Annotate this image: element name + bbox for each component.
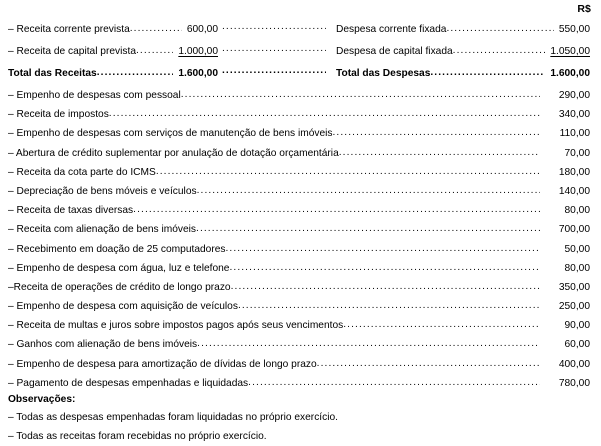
- list-item-amount: 780,00: [558, 377, 590, 389]
- dot-leader: [225, 244, 540, 254]
- summary-revenue-amount: 1.600,00: [178, 68, 218, 79]
- budget-summary-table: [0, 24, 601, 90]
- list-item: [0, 186, 601, 205]
- dot-leader: [196, 224, 540, 234]
- dot-leader: [317, 359, 540, 369]
- list-item: [0, 320, 601, 339]
- summary-expense-cell: [330, 24, 601, 35]
- list-item-label: – Receita de impostos: [8, 109, 109, 121]
- summary-revenue-label: Total das Receitas: [8, 68, 97, 79]
- summary-row: [0, 24, 601, 46]
- list-item: [0, 339, 601, 358]
- list-item-label: – Ganhos com alienação de bens imóveis: [8, 339, 198, 351]
- summary-expense-label: Total das Despesas: [336, 68, 431, 79]
- observations-title: Observações:: [8, 394, 76, 405]
- summary-expense-label: Despesa corrente fixada: [336, 24, 447, 35]
- list-item-label: – Empenho de despesas com pessoal: [8, 90, 181, 101]
- dot-leader: [229, 263, 540, 273]
- list-item: [0, 109, 601, 128]
- dot-leader: [197, 339, 540, 349]
- list-item: [0, 359, 601, 378]
- list-item: [0, 244, 601, 263]
- dot-leader: [130, 24, 182, 34]
- list-item-label: – Receita de multas e juros sobre impostos pagos após seus vencimentos: [8, 320, 344, 332]
- summary-revenue-cell: [0, 24, 218, 35]
- list-item-amount: 400,00: [558, 358, 590, 370]
- list-item: [0, 301, 601, 320]
- column-separator: [218, 25, 330, 35]
- list-item: [0, 148, 601, 167]
- dot-leader: [222, 69, 326, 76]
- list-item-amount: 80,00: [564, 205, 590, 217]
- list-item-amount: 70,00: [564, 147, 590, 159]
- summary-expense-cell: [330, 68, 601, 79]
- list-item: [0, 205, 601, 224]
- summary-expense-cell: [330, 46, 601, 57]
- list-item-amount: 60,00: [564, 339, 590, 351]
- dot-leader: [333, 128, 541, 138]
- list-item: [0, 263, 601, 282]
- list-item-label: – Receita com alienação de bens imóveis: [8, 224, 197, 236]
- list-item-amount: 140,00: [558, 185, 590, 197]
- list-item-label: –Receita de operações de crédito de longo prazo: [8, 281, 231, 293]
- accounting-events-list: [0, 90, 601, 397]
- list-item: [0, 167, 601, 186]
- summary-expense-amount: 1.600,00: [550, 68, 590, 79]
- list-item-label: – Empenho de despesa com água, luz e telefone: [8, 262, 230, 274]
- dot-leader: [339, 148, 540, 158]
- dot-leader: [156, 167, 540, 177]
- list-item-amount: 110,00: [559, 128, 590, 140]
- dot-leader: [248, 378, 540, 388]
- list-item-label: – Empenho de despesas com serviços de manutenção de bens imóveis: [8, 128, 333, 140]
- dot-leader: [133, 205, 540, 215]
- list-item-label: – Receita de taxas diversas: [8, 205, 134, 217]
- summary-expense-amount: 1.050,00: [550, 46, 590, 57]
- summary-row: [0, 46, 601, 68]
- column-separator: [218, 69, 330, 79]
- list-item-label: – Recebimento em doação de 25 computadores: [8, 243, 226, 255]
- dot-leader: [231, 282, 540, 292]
- dot-leader: [197, 186, 540, 196]
- dot-leader: [446, 24, 553, 34]
- list-item: [0, 90, 601, 109]
- dot-leader: [136, 46, 173, 56]
- observation-line: – Todas as despesas empenhadas foram liquidadas no próprio exercício.: [8, 412, 338, 423]
- summary-revenue-cell: [0, 68, 218, 79]
- list-item-label: – Empenho de despesa com aquisição de veículos: [8, 301, 238, 313]
- list-item-amount: 180,00: [558, 166, 590, 178]
- list-item-amount: 250,00: [558, 301, 590, 313]
- list-item-amount: 700,00: [558, 224, 590, 236]
- summary-revenue-amount: 600,00: [186, 24, 218, 35]
- list-item-label: – Depreciação de bens móveis e veículos: [8, 185, 197, 197]
- dot-leader: [238, 301, 540, 311]
- observations-lines: [8, 408, 593, 446]
- list-item-label: – Empenho de despesa para amortização de dívidas de longo prazo: [8, 358, 317, 370]
- observation-line: – Todas as receitas foram recebidas no próprio exercício.: [8, 431, 267, 442]
- summary-revenue-amount: 1.000,00: [178, 46, 218, 57]
- list-item-label: – Abertura de crédito suplementar por anulação de dotação orçamentária: [8, 147, 339, 159]
- dot-leader: [97, 68, 174, 78]
- dot-leader: [343, 320, 540, 330]
- list-item-amount: 80,00: [564, 262, 590, 274]
- dot-leader: [222, 47, 326, 54]
- summary-revenue-label: – Receita de capital prevista: [8, 46, 136, 57]
- list-item-amount: 350,00: [558, 281, 590, 293]
- column-separator: [218, 47, 330, 57]
- list-item-amount: 90,00: [564, 320, 590, 332]
- observations-section: [8, 391, 593, 446]
- list-item-label: – Receita da cota parte do ICMS: [8, 166, 156, 178]
- list-item: [0, 128, 601, 147]
- summary-revenue-label: – Receita corrente prevista: [8, 24, 130, 35]
- dot-leader: [453, 46, 546, 56]
- list-item: [0, 282, 601, 301]
- summary-expense-label: Despesa de capital fixada: [336, 46, 453, 57]
- dot-leader: [430, 68, 545, 78]
- currency-unit-header: R$: [577, 3, 591, 15]
- list-item: [0, 224, 601, 243]
- list-item-amount: 340,00: [558, 109, 590, 121]
- summary-revenue-cell: [0, 46, 218, 57]
- list-item-amount: 290,00: [558, 90, 590, 101]
- dot-leader: [109, 109, 540, 119]
- dot-leader: [181, 90, 540, 100]
- summary-row: [0, 68, 601, 90]
- list-item-label: – Pagamento de despesas empenhadas e liquidadas: [8, 377, 249, 389]
- summary-expense-amount: 550,00: [558, 24, 590, 35]
- dot-leader: [222, 25, 326, 32]
- list-item-amount: 50,00: [564, 243, 590, 255]
